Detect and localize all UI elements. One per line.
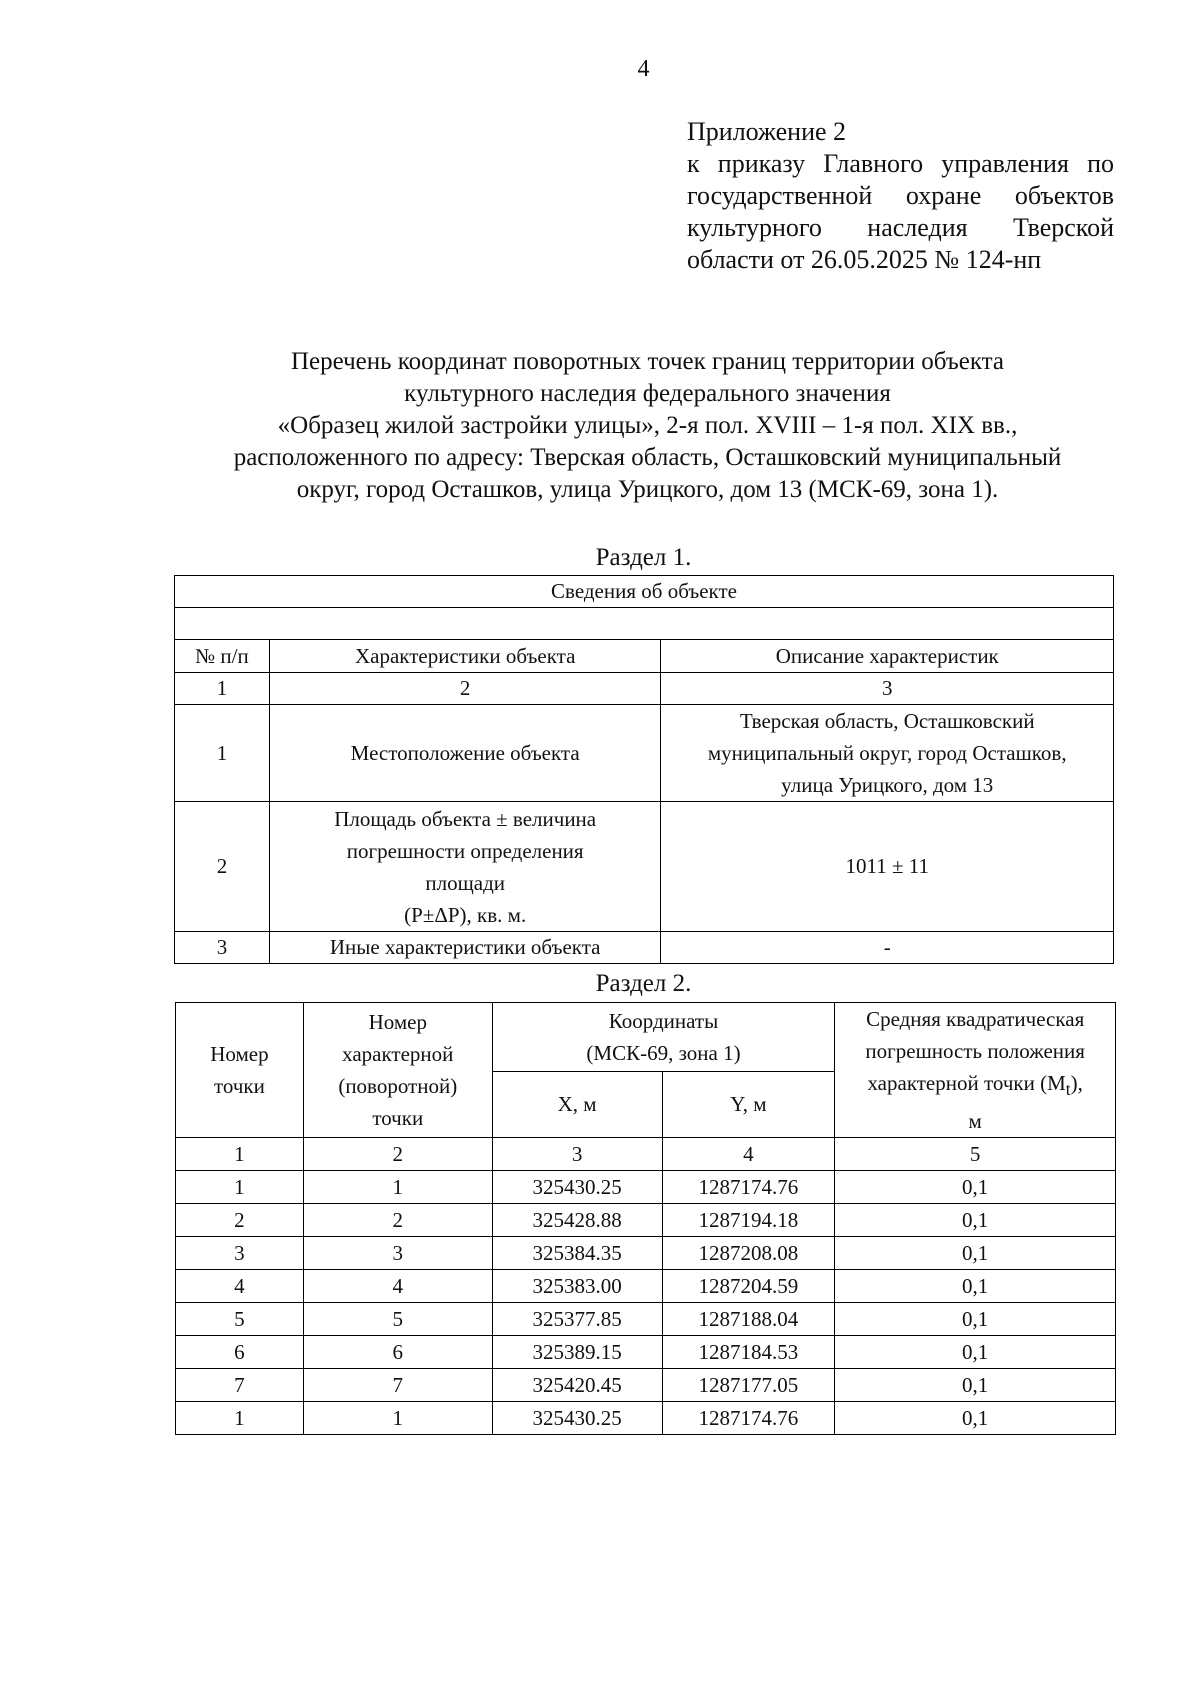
cell-x: 325430.25 bbox=[492, 1402, 662, 1435]
cell-error: 0,1 bbox=[835, 1369, 1116, 1402]
description-line: улица Урицкого, дом 13 bbox=[781, 773, 994, 797]
header-coordinates bbox=[492, 1003, 835, 1072]
numbering-cell: 2 bbox=[303, 1138, 492, 1171]
cell-y: 1287204.59 bbox=[662, 1270, 835, 1303]
header-line: Средняя квадратическая bbox=[866, 1007, 1085, 1031]
row-description: 1011 ± 11 bbox=[661, 802, 1114, 932]
header-row bbox=[176, 1003, 1116, 1072]
row-description bbox=[661, 705, 1114, 802]
cell-x: 325420.45 bbox=[492, 1369, 662, 1402]
cell-x: 325428.88 bbox=[492, 1204, 662, 1237]
header-point-number bbox=[176, 1003, 304, 1138]
row-num: 1 bbox=[175, 705, 270, 802]
cell-point: 6 bbox=[176, 1336, 304, 1369]
header-x: X, м bbox=[492, 1071, 662, 1138]
numbering-cell: 3 bbox=[661, 673, 1114, 705]
description-line: муниципальный округ, город Осташков, bbox=[707, 741, 1067, 765]
page-number: 4 bbox=[637, 56, 650, 82]
header-line: (МСК-69, зона 1) bbox=[586, 1040, 741, 1065]
numbering-row bbox=[176, 1138, 1116, 1171]
subscript-t: t bbox=[1065, 1079, 1071, 1100]
cell-point: 1 bbox=[176, 1171, 304, 1204]
document-title bbox=[160, 346, 1135, 506]
table-row bbox=[176, 1270, 1116, 1303]
cell-error: 0,1 bbox=[835, 1303, 1116, 1336]
cell-y: 1287194.18 bbox=[662, 1204, 835, 1237]
table-row bbox=[175, 802, 1114, 932]
appendix-line: к приказу Главного управления по bbox=[687, 149, 1114, 178]
cell-x: 325384.35 bbox=[492, 1237, 662, 1270]
empty-cell bbox=[175, 608, 1114, 640]
table-row bbox=[175, 705, 1114, 802]
header-line: характерной bbox=[342, 1042, 454, 1067]
cell-y: 1287184.53 bbox=[662, 1336, 835, 1369]
table-row bbox=[176, 1336, 1116, 1369]
table-row bbox=[176, 1402, 1116, 1435]
cell-char-point: 7 bbox=[303, 1369, 492, 1402]
title-line: культурного наследия федерального значения bbox=[404, 380, 891, 407]
cell-point: 1 bbox=[176, 1402, 304, 1435]
table-heading-row bbox=[175, 576, 1114, 608]
cell-char-point: 2 bbox=[303, 1204, 492, 1237]
numbering-cell: 4 bbox=[662, 1138, 835, 1171]
characteristic-line: (Р±ΔР), кв. м. bbox=[404, 902, 527, 927]
cell-char-point: 4 bbox=[303, 1270, 492, 1303]
cell-error: 0,1 bbox=[835, 1336, 1116, 1369]
row-characteristic: Иные характеристики объекта bbox=[269, 932, 661, 964]
header-y: Y, м bbox=[662, 1071, 835, 1138]
cell-y: 1287188.04 bbox=[662, 1303, 835, 1336]
header-description: Описание характеристик bbox=[661, 640, 1114, 673]
header-line: (поворотной) bbox=[338, 1074, 458, 1099]
table-row bbox=[176, 1303, 1116, 1336]
numbering-cell: 5 bbox=[835, 1138, 1116, 1171]
cell-error: 0,1 bbox=[835, 1171, 1116, 1204]
cell-char-point: 5 bbox=[303, 1303, 492, 1336]
title-line: округ, город Осташков, улица Урицкого, дом 13 (МСК-69, зона 1). bbox=[296, 476, 999, 503]
header-text: ), bbox=[1070, 1071, 1083, 1095]
header-line: Координаты bbox=[608, 1008, 719, 1033]
cell-point: 3 bbox=[176, 1237, 304, 1270]
table-row bbox=[175, 932, 1114, 964]
empty-row bbox=[175, 608, 1114, 640]
header-row bbox=[175, 640, 1114, 673]
cell-x: 325430.25 bbox=[492, 1171, 662, 1204]
header-line: Номер bbox=[210, 1042, 269, 1067]
cell-error: 0,1 bbox=[835, 1204, 1116, 1237]
cell-error: 0,1 bbox=[835, 1402, 1116, 1435]
table-row bbox=[176, 1204, 1116, 1237]
appendix-line: государственной охране объектов bbox=[687, 181, 1114, 210]
header-line bbox=[839, 1067, 1111, 1105]
numbering-cell: 1 bbox=[176, 1138, 304, 1171]
header-line: погрешность положения bbox=[865, 1039, 1085, 1063]
cell-error: 0,1 bbox=[835, 1237, 1116, 1270]
header-line: Номер bbox=[368, 1010, 427, 1035]
appendix-line: Приложение 2 bbox=[687, 117, 847, 146]
row-num: 2 bbox=[175, 802, 270, 932]
title-line: Перечень координат поворотных точек границ территории объекта bbox=[290, 348, 1005, 375]
table-row bbox=[176, 1237, 1116, 1270]
cell-error: 0,1 bbox=[835, 1270, 1116, 1303]
characteristic-line: погрешности определения bbox=[346, 838, 584, 863]
cell-point: 5 bbox=[176, 1303, 304, 1336]
cell-point: 7 bbox=[176, 1369, 304, 1402]
cell-char-point: 6 bbox=[303, 1336, 492, 1369]
header-error bbox=[835, 1003, 1116, 1138]
cell-char-point: 3 bbox=[303, 1237, 492, 1270]
cell-point: 2 bbox=[176, 1204, 304, 1237]
cell-char-point: 1 bbox=[303, 1402, 492, 1435]
appendix-line: культурного наследия Тверской bbox=[687, 213, 1114, 242]
header-line: м bbox=[968, 1109, 982, 1134]
header-line: точки bbox=[372, 1106, 424, 1131]
cell-y: 1287208.08 bbox=[662, 1237, 835, 1270]
table-row bbox=[176, 1369, 1116, 1402]
section2-title: Раздел 2. bbox=[595, 970, 692, 997]
characteristic-line: площади bbox=[425, 870, 505, 895]
header-char-point bbox=[303, 1003, 492, 1138]
coordinates-table bbox=[175, 1002, 1116, 1435]
table-heading: Сведения об объекте bbox=[175, 576, 1114, 608]
characteristic-line: Площадь объекта ± величина bbox=[334, 806, 597, 831]
cell-y: 1287174.76 bbox=[662, 1402, 835, 1435]
row-description: - bbox=[661, 932, 1114, 964]
cell-x: 325389.15 bbox=[492, 1336, 662, 1369]
object-info-table bbox=[174, 575, 1114, 964]
appendix-block bbox=[687, 116, 1114, 276]
header-characteristic: Характеристики объекта bbox=[269, 640, 661, 673]
description-line: Тверская область, Осташковский bbox=[739, 709, 1035, 733]
cell-y: 1287174.76 bbox=[662, 1171, 835, 1204]
cell-char-point: 1 bbox=[303, 1171, 492, 1204]
numbering-cell: 2 bbox=[269, 673, 661, 705]
row-num: 3 bbox=[175, 932, 270, 964]
header-num: № п/п bbox=[175, 640, 270, 673]
cell-x: 325383.00 bbox=[492, 1270, 662, 1303]
numbering-row bbox=[175, 673, 1114, 705]
header-line: точки bbox=[213, 1074, 265, 1099]
cell-y: 1287177.05 bbox=[662, 1369, 835, 1402]
appendix-line: области от 26.05.2025 № 124-нп bbox=[687, 245, 1042, 274]
title-line: «Образец жилой застройки улицы», 2-я пол. XVIII – 1-я пол. XIX вв., bbox=[277, 412, 1018, 439]
cell-x: 325377.85 bbox=[492, 1303, 662, 1336]
row-characteristic bbox=[269, 802, 661, 932]
row-characteristic: Местоположение объекта bbox=[269, 705, 661, 802]
section1-title: Раздел 1. bbox=[595, 544, 692, 571]
title-line: расположенного по адресу: Тверская область, Осташковский муниципальный bbox=[233, 444, 1062, 471]
numbering-cell: 1 bbox=[175, 673, 270, 705]
header-text: характерной точки (M bbox=[867, 1071, 1066, 1095]
cell-point: 4 bbox=[176, 1270, 304, 1303]
table-row bbox=[176, 1171, 1116, 1204]
numbering-cell: 3 bbox=[492, 1138, 662, 1171]
